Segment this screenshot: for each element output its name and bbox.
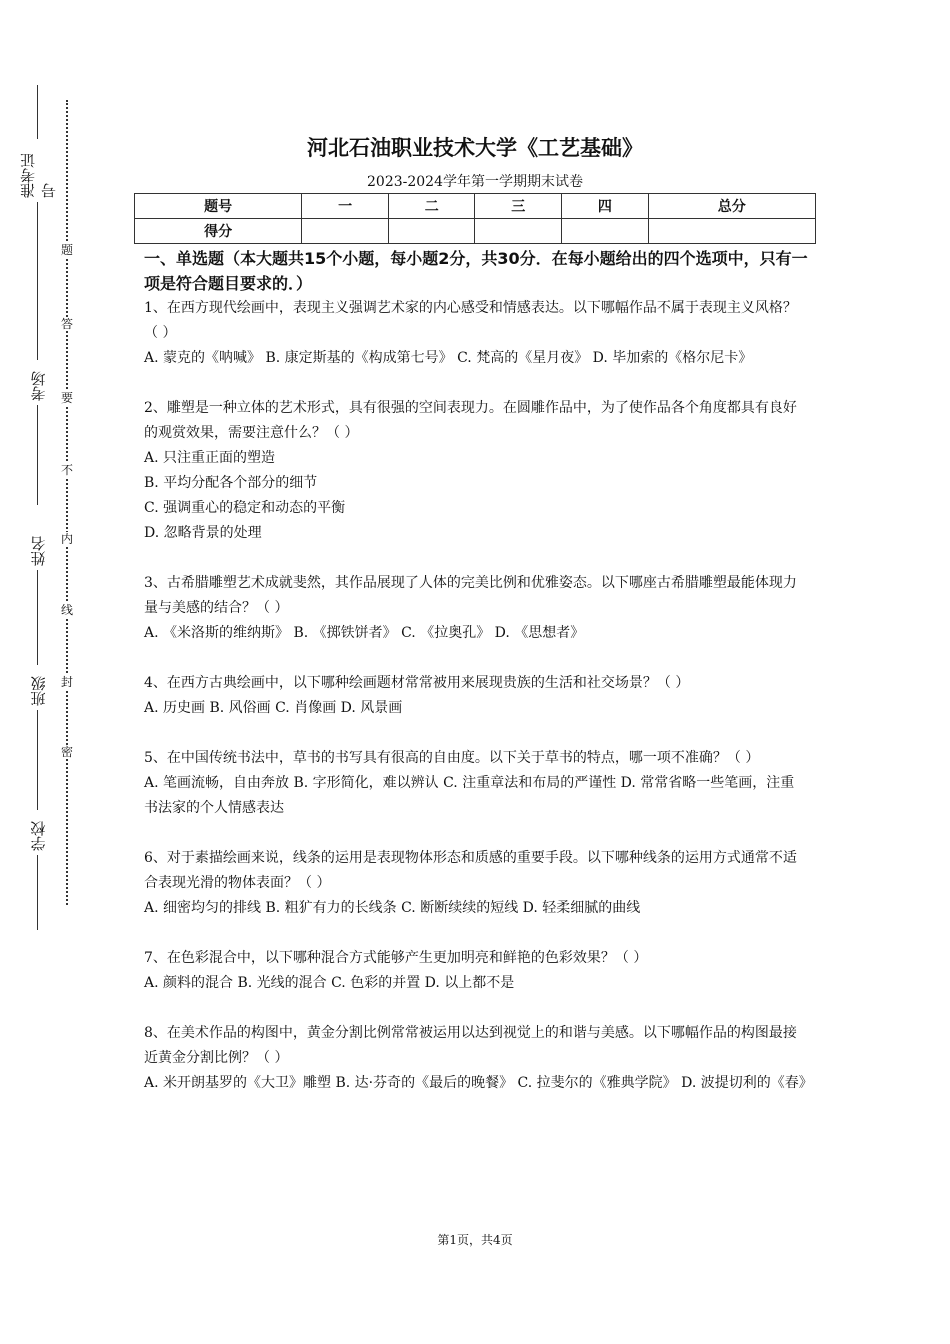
question-stem: 4、在西方古典绘画中，以下哪种绘画题材常常被用来展现贵族的生活和社交场景？（ ） [144,675,690,691]
score-table [134,193,816,244]
question-option: A. 只注重正面的塑造 [144,450,276,466]
score-header-cell: 总分 [648,194,815,219]
section-heading: 一、单选题（本大题共15个小题，每小题2分，共30分．在每小题给出的四个选项中，只有一项是符合题目要求的．） [144,249,808,293]
page-footer: 第1页，共4页 [437,1233,513,1247]
exam-content [144,246,813,1096]
question-stem: 1、在西方现代绘画中，表现主义强调艺术家的内心感受和情感表达。以下哪幅作品不属于表现主义风格？（ ） [144,300,797,341]
question-options: A. 历史画 B. 风俗画 C. 肖像画 D. 风景画 [144,700,403,716]
question-options: A. 笔画流畅，自由奔放 B. 字形简化，难以辨认 C. 注重章法和布局的严谨性 D. 常常省略一些笔画，注重书法家的个人情感表达 [144,775,795,816]
score-header-cell: 二 [388,194,475,219]
score-header-cell: 三 [475,194,562,219]
question [144,571,808,646]
question-options: A. 颜料的混合 B. 光线的混合 C. 色彩的并置 D. 以上都不是 [144,975,515,991]
score-cell [648,219,815,244]
score-cell [302,219,389,244]
field-label: 姓名 [29,536,48,566]
score-header-cell: 题号 [135,194,302,219]
question [144,846,808,921]
question-option: C. 强调重心的稳定和动态的平衡 [144,500,346,516]
question-option: D. 忽略背景的处理 [144,525,262,541]
seal-char: 题 [60,243,73,257]
field-label: 班级 [29,676,48,706]
seal-char: 要 [60,391,73,405]
question-options: A. 细密均匀的排线 B. 粗犷有力的长线条 C. 断断续续的短线 D. 轻柔细腻的曲线 [144,900,641,916]
score-table-header-row [135,194,816,219]
seal-char: 不 [60,463,73,477]
question [144,396,808,546]
seal-char: 封 [60,675,73,689]
field-exam-room [20,360,56,505]
score-cell [388,219,475,244]
exam-title: 河北石油职业技术大学《工艺基础》 [307,136,643,160]
question [144,1021,813,1096]
field-label: 准考证号 [19,152,58,198]
score-cell [475,219,562,244]
seal-char: 密 [60,745,73,759]
question [144,746,808,821]
field-exam-number [20,85,56,360]
question-options: A. 蒙克的《呐喊》 B. 康定斯基的《构成第七号》 C. 梵高的《星月夜》 D. 毕加索的《格尔尼卡》 [144,350,753,366]
question-stem: 5、在中国传统书法中，草书的书写具有很高的自由度。以下关于草书的特点，哪一项不准确？（ ） [144,750,760,766]
question-options: A. 米开朗基罗的《大卫》雕塑 B. 达·芬奇的《最后的晚餐》 C. 拉斐尔的《雅典学院》 D. 波提切利的《春》 [144,1075,813,1091]
field-name [20,505,56,665]
field-class [20,665,56,810]
field-label: 学校 [29,821,48,851]
question-stem: 3、古希腊雕塑艺术成就斐然，其作品展现了人体的完美比例和优雅姿态。以下哪座古希腊雕塑最能体现力量与美感的结合？（ ） [144,575,797,616]
score-header-cell: 一 [302,194,389,219]
score-table-row [135,219,816,244]
question [144,296,808,371]
score-row-label: 得分 [135,219,302,244]
question-option: B. 平均分配各个部分的细节 [144,475,318,491]
question-stem: 2、雕塑是一种立体的艺术形式，具有很强的空间表现力。在圆雕作品中，为了使作品各个角度都具有良好的观赏效果，需要注意什么？（ ） [144,400,797,441]
score-cell [562,219,649,244]
question-options: A. 《米洛斯的维纳斯》 B. 《掷铁饼者》 C. 《拉奥孔》 D. 《思想者》 [144,625,585,641]
seal-line [66,100,68,905]
score-header-cell: 四 [562,194,649,219]
exam-subtitle: 2023-2024学年第一学期期末试卷 [367,174,583,190]
question-stem: 7、在色彩混合中，以下哪种混合方式能够产生更加明亮和鲜艳的色彩效果？（ ） [144,950,648,966]
seal-char: 答 [60,317,73,331]
field-label: 考场 [29,371,48,401]
seal-char: 内 [60,532,73,546]
question [144,946,808,996]
field-school [20,810,56,930]
question [144,671,808,721]
seal-char: 线 [60,603,73,617]
question-stem: 8、在美术作品的构图中，黄金分割比例常常被运用以达到视觉上的和谐与美感。以下哪幅作品的构图最接近黄金分割比例？（ ） [144,1025,797,1066]
question-stem: 6、对于素描绘画来说，线条的运用是表现物体形态和质感的重要手段。以下哪种线条的运用方式通常不适合表现光滑的物体表面？（ ） [144,850,797,891]
